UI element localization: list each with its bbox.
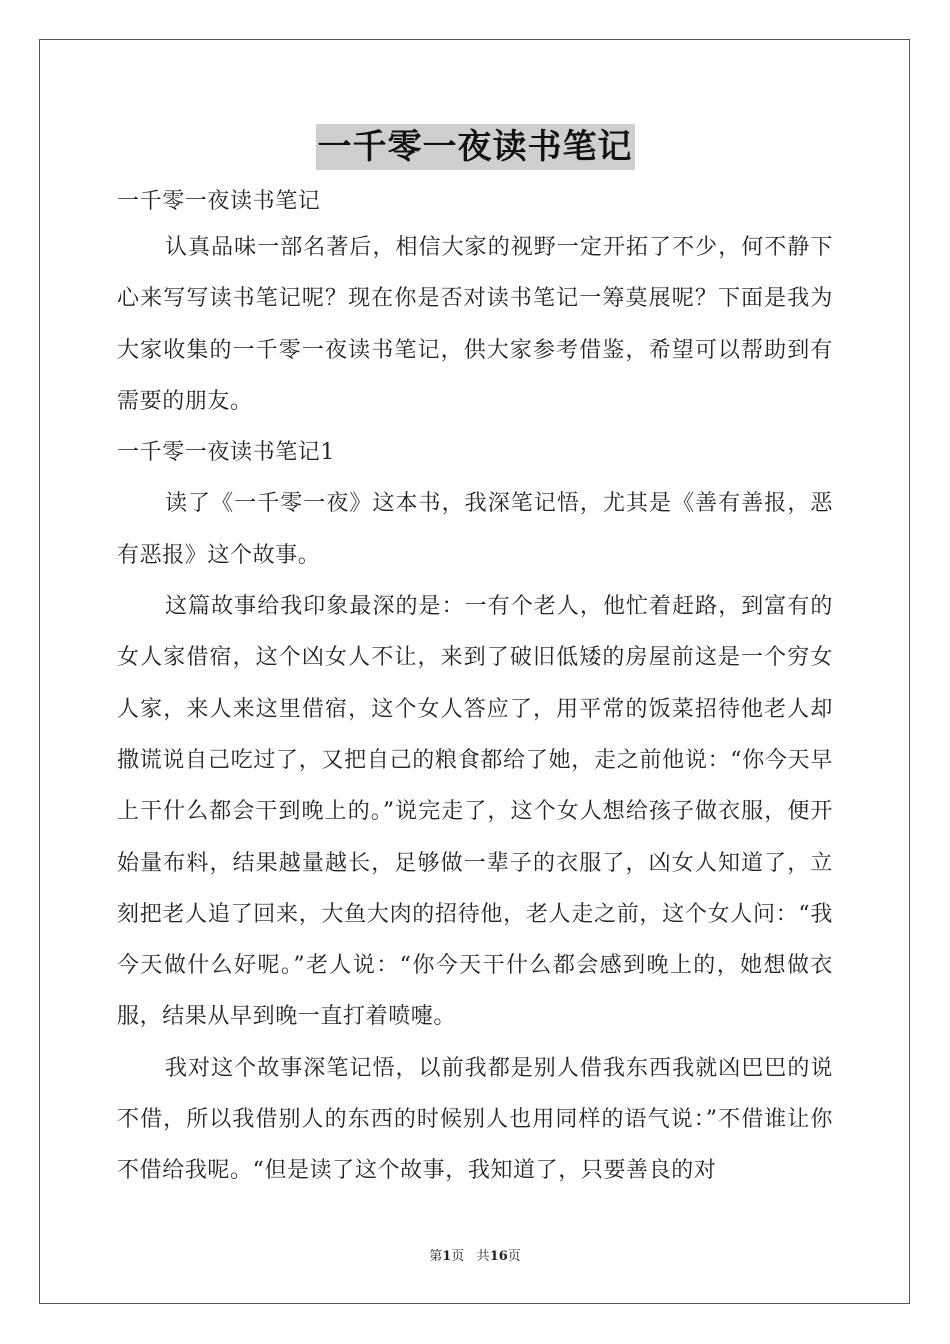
intro-paragraph: 认真品味一部名著后，相信大家的视野一定开拓了不少，何不静下心来写写读书笔记呢？现在你是否对读书笔记一筹莫展呢？下面是我为大家收集的一千零一夜读书笔记，供大家参考借鉴，希望可以帮助到有需要的朋友。 <box>117 235 833 414</box>
page-label-suffix: 页 <box>451 1249 465 1264</box>
section-heading: 一千零一夜读书笔记1 <box>117 440 335 466</box>
page-footer <box>0 1245 950 1264</box>
document-subtitle: 一千零一夜读书笔记 <box>117 189 321 214</box>
total-pages: 16 <box>489 1249 508 1264</box>
body-paragraph: 读了《一千零一夜》这本书，我深笔记悟，尤其是《善有善报，恶有恶报》这个故事。 <box>117 491 833 568</box>
total-label-suffix: 页 <box>507 1249 521 1264</box>
page-number: 1 <box>442 1249 452 1264</box>
page-label-prefix: 第 <box>429 1249 443 1264</box>
title-container <box>0 124 950 170</box>
body-paragraph: 这篇故事给我印象最深的是：一有个老人，他忙着赶路，到富有的女人家借宿，这个凶女人不让，来到了破旧低矮的房屋前这是一个穷女人家，来人来这里借宿，这个女人答应了，用平常的饭菜招待他老人却撒谎说自己吃过了，又把自己的粮食都给了她，走之前他说：“你今天早上干什么都会干到晚上的。”说完走了，这个女人想给孩子做衣服，便开始量布料，结果越量越长，足够做一辈子的衣服了，凶女人知道了，立刻把老人追了回来，大鱼大肉的招待他，老人走之前，这个女人问：“我今天做什么好呢。”老人说：“你今天干什么都会感到晚上的，她想做衣服，结果从早到晚一直打着喷嚏。 <box>117 594 833 1030</box>
body-paragraph: 我对这个故事深笔记悟，以前我都是别人借我东西我就凶巴巴的说不借，所以我借别人的东西的时候别人也用同样的语气说：”不借谁让你不借给我呢。“但是读了这个故事，我知道了，只要善良的对 <box>117 1055 833 1184</box>
document-body <box>117 222 833 1197</box>
document-title: 一千零一夜读书笔记 <box>316 124 635 170</box>
total-label-prefix: 共 <box>476 1249 490 1264</box>
